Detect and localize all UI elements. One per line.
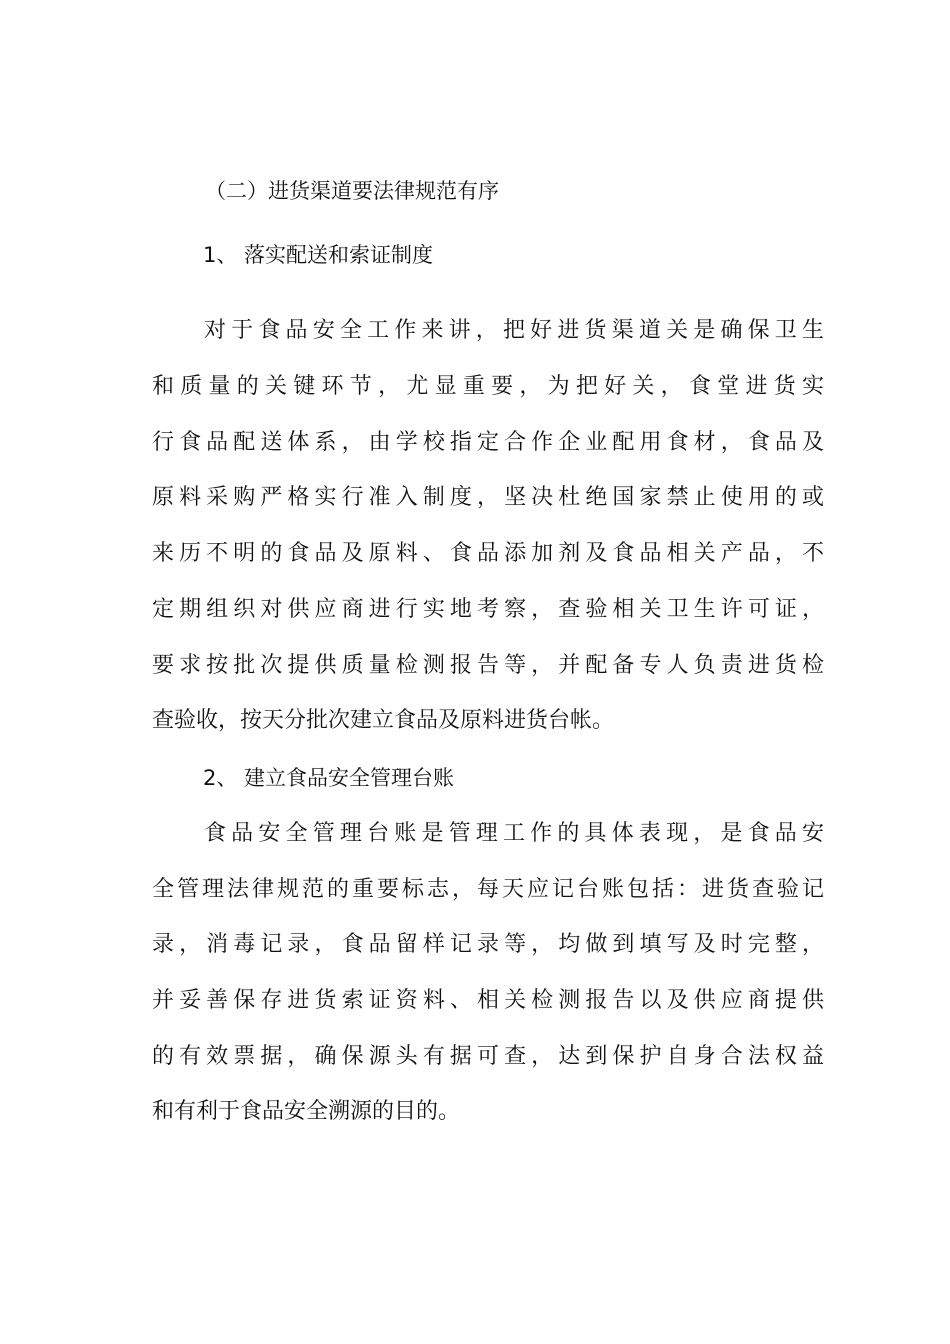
paragraph-line: 对于食品安全工作来讲，把好进货渠道关是确保卫生 xyxy=(204,318,824,343)
paragraph-line: 行食品配送体系，由学校指定合作企业配用食材，食品及 xyxy=(152,430,824,455)
paragraph-line: 查验收，按天分批次建立食品及原料进货台帐。 xyxy=(152,708,615,733)
paragraph-line: 定期组织对供应商进行实地考察，查验相关卫生许可证， xyxy=(152,597,824,622)
subsection-heading-1: 1、 落实配送和索证制度 xyxy=(203,243,434,267)
paragraph-line: 和有利于食品安全溯源的目的。 xyxy=(152,1099,461,1124)
paragraph-line: 全管理法律规范的重要标志，每天应记台账包括：进货查验记 xyxy=(152,877,824,902)
paragraph-line: 和质量的关键环节，尤显重要，为把好关，食堂进货实 xyxy=(152,374,824,399)
paragraph-line: 的有效票据，确保源头有据可查，达到保护自身合法权益 xyxy=(152,1044,824,1069)
paragraph-line: 并妥善保存进货索证资料、相关检测报告以及供应商提供 xyxy=(152,988,824,1013)
paragraph-line: 原料采购严格实行准入制度，坚决杜绝国家禁止使用的或 xyxy=(152,485,824,510)
paragraph-line: 食品安全管理台账是管理工作的具体表现，是食品安 xyxy=(204,821,824,846)
section-heading: （二）进货渠道要法律规范有序 xyxy=(205,179,499,203)
paragraph-line: 录，消毒记录，食品留样记录等，均做到填写及时完整， xyxy=(152,932,824,957)
paragraph-line: 来历不明的食品及原料、食品添加剂及食品相关产品，不 xyxy=(152,541,824,566)
subsection-heading-2: 2、 建立食品安全管理台账 xyxy=(203,766,455,790)
paragraph-line: 要求按批次提供质量检测报告等，并配备专人负责进货检 xyxy=(152,653,824,678)
